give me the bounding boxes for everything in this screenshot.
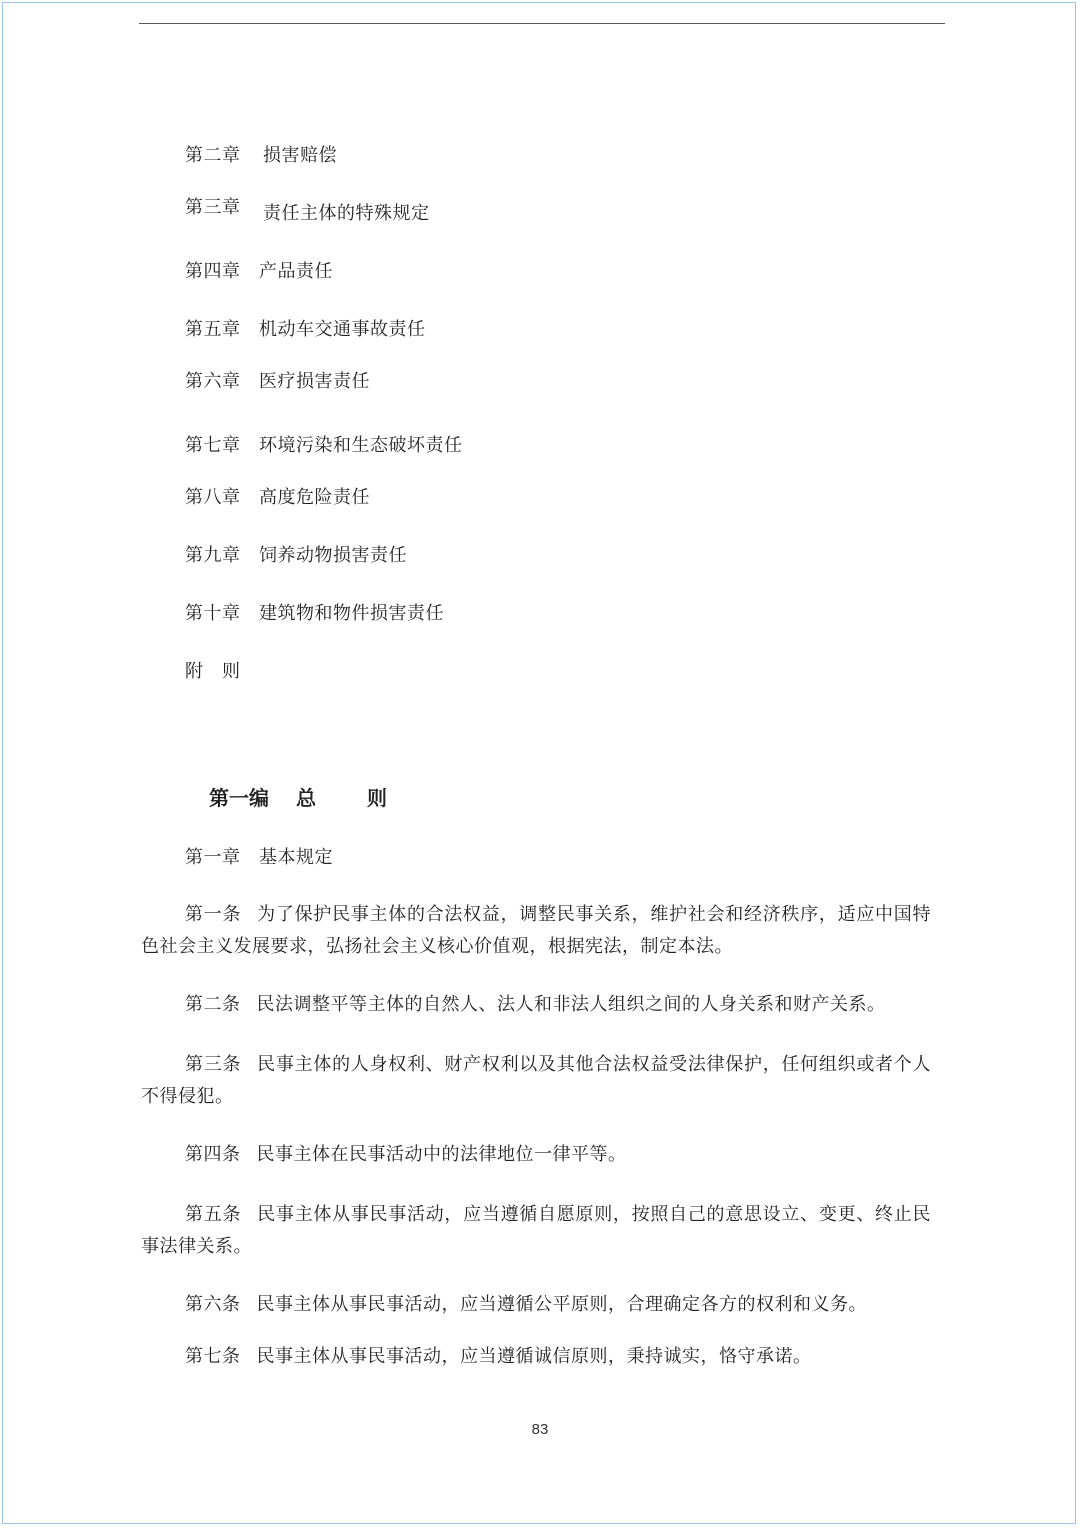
article-2 [141, 989, 931, 1021]
toc-chapter-title: 机动车交通事故责任 [259, 319, 426, 340]
toc-chapter-number: 第六章 [185, 371, 241, 392]
toc-chapter-number: 第十章 [185, 603, 241, 624]
toc-chapter-number: 第七章 [185, 435, 241, 456]
article-4 [141, 1139, 931, 1171]
toc-chapter-number: 第二章 [185, 145, 241, 166]
article-number: 第六条 [185, 1294, 241, 1315]
article-text: 民事主体从事民事活动，应当遵循诚信原则，秉持诚实，恪守承诺。 [256, 1346, 812, 1367]
article-number: 第三条 [185, 1054, 242, 1075]
part-name-second: 则 [366, 786, 387, 810]
toc-chapter-number: 第五章 [185, 319, 241, 340]
toc-appendix: 附 则 [185, 661, 241, 682]
article-number: 第一条 [185, 904, 242, 925]
article-number: 第四条 [185, 1144, 241, 1165]
article-number: 第二条 [185, 994, 241, 1015]
article-text: 民事主体从事民事活动，应当遵循自愿原则，按照自己的意思设立、变更、终止民事法律关系。 [141, 1204, 931, 1257]
page-number: 83 [531, 1421, 549, 1438]
document-page [2, 2, 1076, 1524]
toc-chapter-number: 第八章 [185, 487, 241, 508]
toc-chapter-number: 第三章 [185, 197, 241, 218]
toc-chapter-title: 高度危险责任 [259, 487, 370, 508]
part-name-first: 总 [295, 786, 316, 810]
article-text: 民事主体的人身权利、财产权利以及其他合法权益受法律保护，任何组织或者个人不得侵犯。 [141, 1054, 931, 1107]
toc-chapter-title: 医疗损害责任 [259, 371, 370, 392]
article-text: 为了保护民事主体的合法权益，调整民事关系，维护社会和经济秩序，适应中国特色社会主义发展要求，弘扬社会主义核心价值观，根据宪法，制定本法。 [141, 904, 931, 957]
chapter-title: 基本规定 [259, 847, 333, 868]
article-1 [141, 899, 931, 963]
article-text: 民事主体从事民事活动，应当遵循公平原则，合理确定各方的权利和义务。 [256, 1294, 867, 1315]
article-number: 第七条 [185, 1346, 241, 1367]
toc-chapter-title: 建筑物和物件损害责任 [259, 603, 444, 624]
part-number: 第一编 [209, 786, 269, 810]
article-3 [141, 1049, 931, 1113]
toc-chapter-number: 第四章 [185, 261, 241, 282]
article-5 [141, 1199, 931, 1263]
toc-chapter-title: 产品责任 [259, 261, 333, 282]
article-text: 民法调整平等主体的自然人、法人和非法人组织之间的人身关系和财产关系。 [256, 994, 886, 1015]
toc-chapter-title: 损害赔偿 [263, 145, 337, 166]
part-heading [209, 785, 387, 811]
article-6 [141, 1289, 931, 1321]
toc-chapter-title: 饲养动物损害责任 [259, 545, 407, 566]
header-rule [139, 23, 945, 24]
article-text: 民事主体在民事活动中的法律地位一律平等。 [256, 1144, 627, 1165]
article-7 [141, 1341, 931, 1373]
article-number: 第五条 [185, 1204, 242, 1225]
toc-chapter-title: 环境污染和生态破坏责任 [259, 435, 463, 456]
toc-chapter-title: 责任主体的特殊规定 [263, 203, 430, 224]
chapter-number: 第一章 [185, 847, 241, 868]
toc-chapter-number: 第九章 [185, 545, 241, 566]
